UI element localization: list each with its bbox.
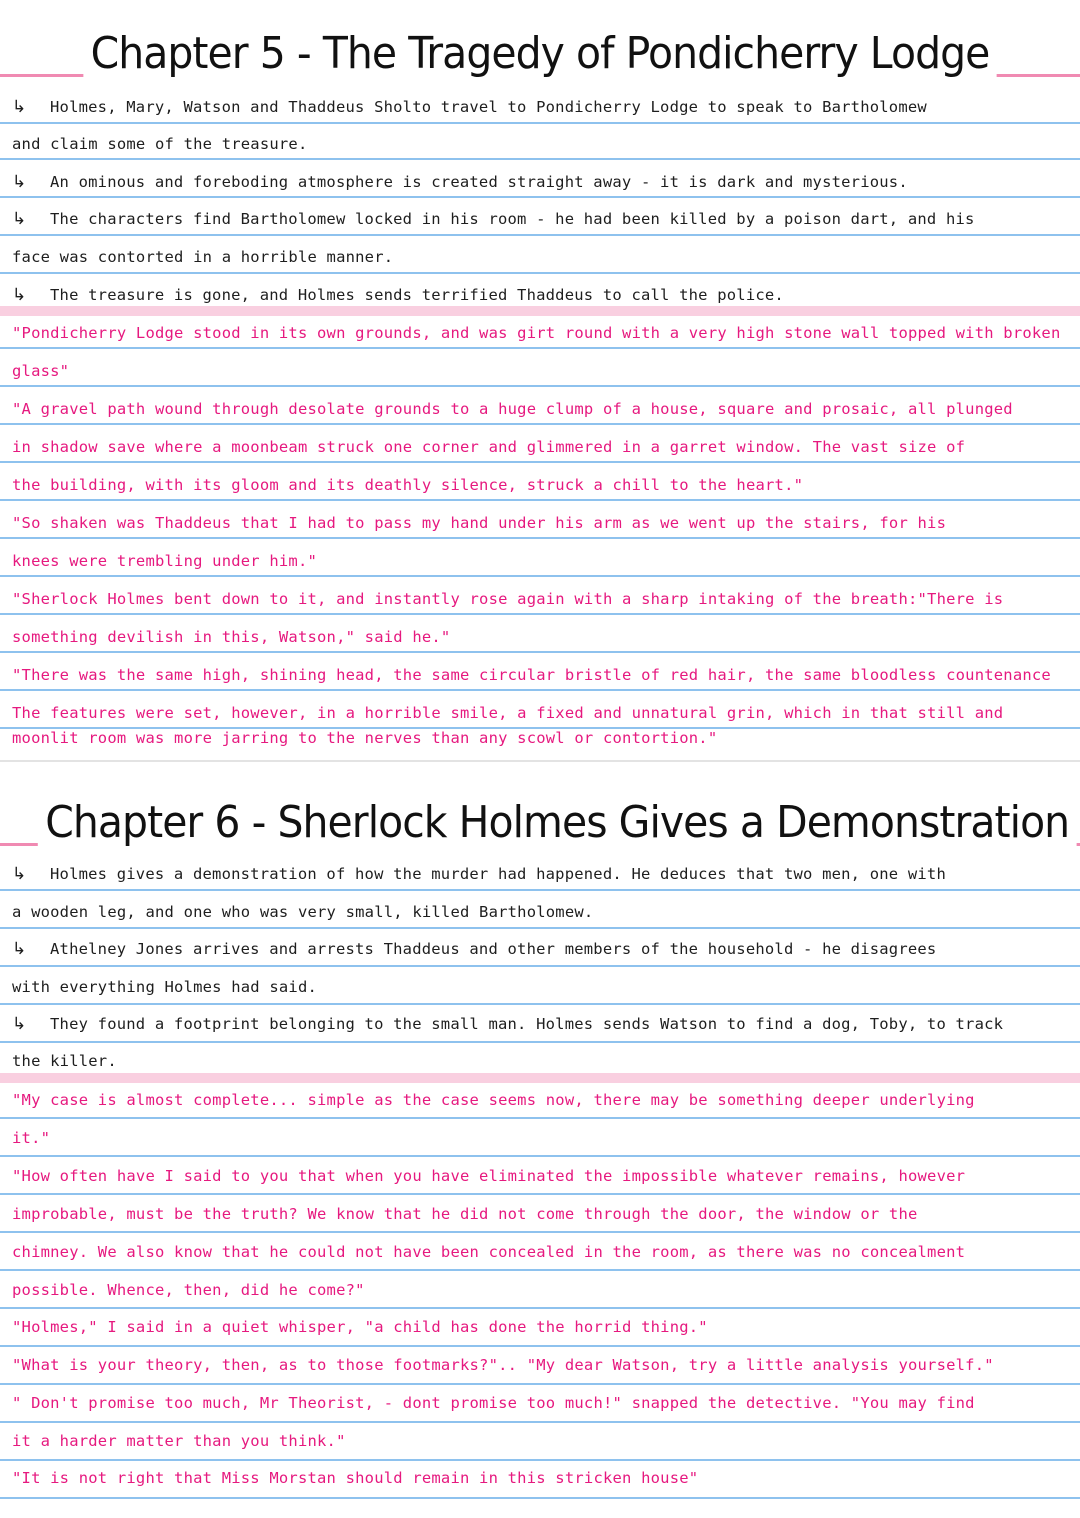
- chapter-5-title: Chapter 5 - The Tragedy of Pondicherry Lodge: [38, 28, 1042, 80]
- pink-highlight-band: [0, 306, 1080, 316]
- arrow-icon: ↳: [12, 209, 27, 229]
- ruled-line: [0, 1269, 1080, 1271]
- arrow-icon: ↳: [12, 172, 27, 192]
- quote-line: in shadow save where a moonbeam struck one corner and glimmered in a garret window. The vast size of: [12, 438, 966, 456]
- ruled-line: [0, 234, 1080, 236]
- ruled-line: [0, 122, 1080, 124]
- ruled-line: [0, 385, 1080, 387]
- summary-line: face was contorted in a horrible manner.: [12, 248, 394, 266]
- summary-line: and claim some of the treasure.: [12, 135, 308, 153]
- ruled-line: [0, 927, 1080, 929]
- quote-line: "How often have I said to you that when you have eliminated the impossible whatever remains, however: [12, 1167, 966, 1185]
- quote-line: "My case is almost complete... simple as the case seems now, there may be something deeper underlying: [12, 1091, 975, 1109]
- ruled-line: [0, 1307, 1080, 1309]
- quote-line: the building, with its gloom and its deathly silence, struck a chill to the heart.": [12, 476, 804, 494]
- arrow-icon: ↳: [12, 1014, 27, 1034]
- pink-highlight-band: [0, 1073, 1080, 1083]
- quote-line: it a harder matter than you think.": [12, 1432, 346, 1450]
- ruled-line: [0, 575, 1080, 577]
- ruled-line: [0, 499, 1080, 501]
- ruled-line: [0, 889, 1080, 891]
- ruled-line: [0, 689, 1080, 691]
- ruled-line: [0, 1421, 1080, 1423]
- ruled-line: [0, 158, 1080, 160]
- ruled-line: [0, 613, 1080, 615]
- ruled-line: [0, 423, 1080, 425]
- quote-line: "Holmes," I said in a quiet whisper, "a child has done the horrid thing.": [12, 1318, 708, 1336]
- quote-line: glass": [12, 362, 70, 380]
- quote-line: improbable, must be the truth? We know that he did not come through the door, the window or the: [12, 1205, 918, 1223]
- quote-line: "There was the same high, shining head, the same circular bristle of red hair, the same bloodless countenance: [12, 666, 1051, 684]
- summary-line: ↳ The treasure is gone, and Holmes sends terrified Thaddeus to call the police.: [12, 285, 784, 305]
- arrow-icon: ↳: [12, 939, 27, 959]
- quote-line: " Don't promise too much, Mr Theorist, - dont promise too much!" snapped the detective. "You may find: [12, 1394, 975, 1412]
- summary-line: ↳ Holmes, Mary, Watson and Thaddeus Sholto travel to Pondicherry Lodge to speak to Bartholomew: [12, 97, 927, 117]
- summary-line: ↳ Holmes gives a demonstration of how the murder had happened. He deduces that two men, one with: [12, 864, 946, 884]
- ruled-line: [0, 461, 1080, 463]
- quote-line: "So shaken was Thaddeus that I had to pass my hand under his arm as we went up the stairs, for his: [12, 514, 947, 532]
- ruled-line: [0, 965, 1080, 967]
- ruled-line: [0, 1193, 1080, 1195]
- ruled-line: [0, 1155, 1080, 1157]
- quote-line: something devilish in this, Watson," said he.": [12, 628, 451, 646]
- summary-line: ↳ An ominous and foreboding atmosphere is created straight away - it is dark and mysterious.: [12, 172, 908, 192]
- ruled-line: [0, 651, 1080, 653]
- quote-line: "It is not right that Miss Morstan should remain in this stricken house": [12, 1469, 699, 1487]
- section-divider: [0, 760, 1080, 762]
- quote-line: possible. Whence, then, did he come?": [12, 1281, 365, 1299]
- quote-line: "Sherlock Holmes bent down to it, and instantly rose again with a sharp intaking of the breath:"There is: [12, 590, 1004, 608]
- quote-line: moonlit room was more jarring to the nerves than any scowl or contortion.": [12, 729, 718, 747]
- ruled-line: [0, 537, 1080, 539]
- arrow-icon: ↳: [12, 864, 27, 884]
- ruled-line: [0, 1117, 1080, 1119]
- ruled-line: [0, 272, 1080, 274]
- quote-line: knees were trembling under him.": [12, 552, 318, 570]
- ruled-line: [0, 196, 1080, 198]
- ruled-line: [0, 1041, 1080, 1043]
- summary-line: ↳ They found a footprint belonging to the small man. Holmes sends Watson to find a dog, Toby, to track: [12, 1014, 1004, 1034]
- summary-line: a wooden leg, and one who was very small, killed Bartholomew.: [12, 903, 594, 921]
- quote-line: chimney. We also know that he could not have been concealed in the room, as there was no concealment: [12, 1243, 966, 1261]
- ruled-line: [0, 1231, 1080, 1233]
- ruled-line: [0, 1003, 1080, 1005]
- arrow-icon: ↳: [12, 97, 27, 117]
- quote-line: "A gravel path wound through desolate grounds to a huge clump of a house, square and prosaic, all plunged: [12, 400, 1013, 418]
- quote-line: it.": [12, 1129, 51, 1147]
- summary-line: ↳ Athelney Jones arrives and arrests Thaddeus and other members of the household - he disagrees: [12, 939, 937, 959]
- ruled-line: [0, 1383, 1080, 1385]
- chapter-6-title: Chapter 6 - Sherlock Holmes Gives a Demonstration: [38, 797, 1042, 849]
- ruled-line: [0, 347, 1080, 349]
- summary-line: with everything Holmes had said.: [12, 978, 318, 996]
- summary-line: ↳ The characters find Bartholomew locked in his room - he had been killed by a poison dart, and his: [12, 209, 975, 229]
- summary-line: the killer.: [12, 1052, 117, 1070]
- ruled-line: [0, 1497, 1080, 1499]
- arrow-icon: ↳: [12, 285, 27, 305]
- quote-line: "Pondicherry Lodge stood in its own grounds, and was girt round with a very high stone wall topped with broken: [12, 324, 1061, 342]
- ruled-line: [0, 1459, 1080, 1461]
- quote-line: "What is your theory, then, as to those footmarks?".. "My dear Watson, try a little analysis yourself.": [12, 1356, 994, 1374]
- ruled-line: [0, 1345, 1080, 1347]
- quote-line: The features were set, however, in a horrible smile, a fixed and unnatural grin, which in that still and: [12, 704, 1004, 722]
